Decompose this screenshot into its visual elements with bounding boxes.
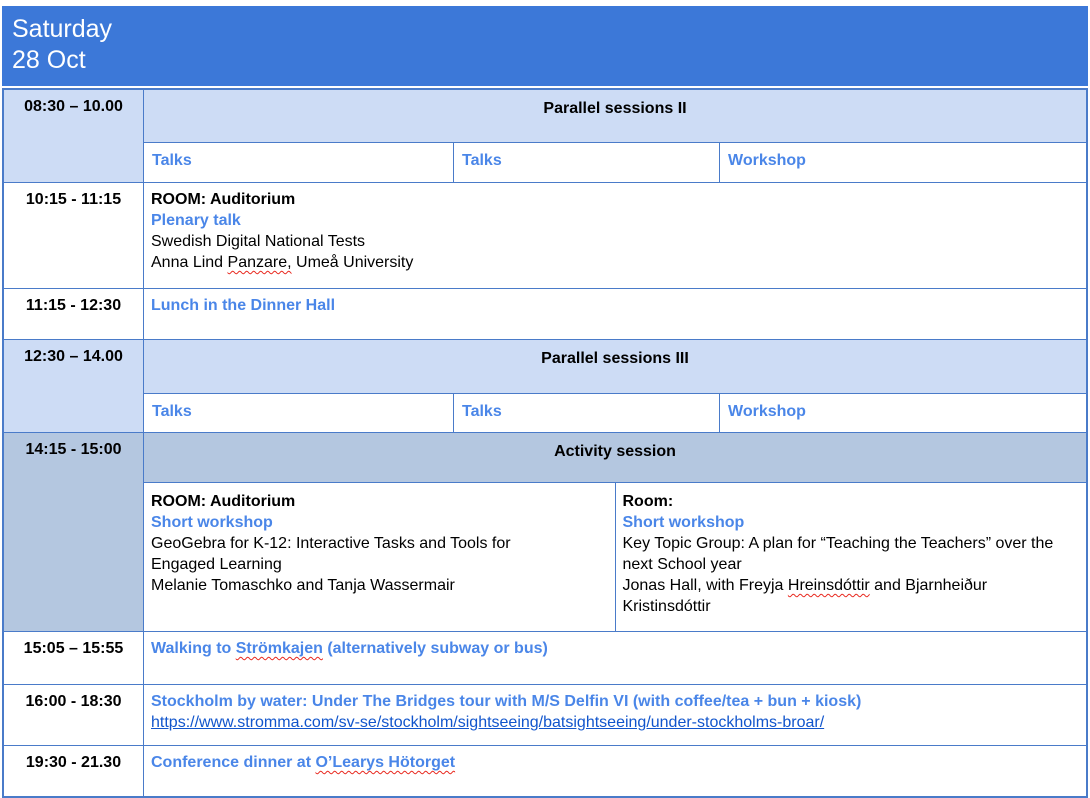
time-cell: 16:00 - 18:30 [4, 685, 144, 745]
column-label-talks-2: Talks [454, 143, 720, 182]
day-banner [2, 6, 1088, 86]
time-cell: 10:15 - 11:15 [4, 183, 144, 288]
activity-right-cell [616, 483, 1087, 631]
talk-speaker: Anna Lind Panzare, Umeå University [151, 254, 414, 271]
row-conference-dinner [4, 745, 1086, 796]
row-parallel-sessions-2 [4, 90, 1086, 182]
plenary-cell [144, 183, 1086, 288]
time-cell: 14:15 - 15:00 [4, 433, 144, 631]
boat-tour-link[interactable]: https://www.stromma.com/sv-se/stockholm/sightseeing/batsightseeing/under-stockholms-broar/ [151, 714, 825, 731]
time-cell: 12:30 – 14.00 [4, 340, 144, 432]
column-label-talks-1: Talks [144, 394, 454, 432]
activity-columns [144, 483, 1086, 631]
dinner-label: Conference dinner at O’Learys Hötorget [151, 754, 456, 771]
session-title: Parallel sessions II [144, 90, 1086, 143]
workshop-title: GeoGebra for K-12: Interactive Tasks and Tools for Engaged Learning [151, 535, 511, 573]
banner-date: 28 Oct [12, 46, 86, 74]
row-boat-tour [4, 684, 1086, 745]
talk-title: Swedish Digital National Tests [151, 233, 366, 250]
misspelled-word: Strömkajen [235, 640, 323, 657]
misspelled-word: Hreinsdóttir [787, 577, 870, 594]
time-cell: 11:15 - 12:30 [4, 289, 144, 339]
column-label-talks-1: Talks [144, 143, 454, 182]
session-type: Short workshop [151, 514, 273, 531]
session-type: Plenary talk [151, 212, 241, 229]
row-lunch [4, 288, 1086, 339]
row-activity-session [4, 432, 1086, 631]
banner-day: Saturday [12, 15, 113, 43]
row-plenary-talk [4, 182, 1086, 288]
schedule-table [2, 88, 1088, 798]
misspelled-word: Panzare, [227, 254, 292, 271]
row-parallel-sessions-3 [4, 339, 1086, 432]
room-label: Room: [622, 493, 674, 510]
session-title: Activity session [144, 433, 1086, 483]
room-label: ROOM: Auditorium [151, 493, 296, 510]
time-cell: 08:30 – 10.00 [4, 90, 144, 182]
room-label: ROOM: Auditorium [151, 191, 296, 208]
row-walking [4, 631, 1086, 684]
column-label-workshop: Workshop [720, 394, 1086, 432]
lunch-label: Lunch in the Dinner Hall [151, 297, 336, 314]
time-cell: 15:05 – 15:55 [4, 632, 144, 684]
session-title: Parallel sessions III [144, 340, 1086, 394]
session-columns [144, 394, 1086, 432]
activity-left-cell [144, 483, 616, 631]
walking-label: Walking to Strömkajen (alternatively subway or bus) [151, 640, 548, 657]
column-label-talks-2: Talks [454, 394, 720, 432]
misspelled-word: O’Learys Hötorget [315, 754, 456, 771]
workshop-presenters: Melanie Tomaschko and Tanja Wassermair [151, 577, 455, 594]
time-cell: 19:30 - 21.30 [4, 746, 144, 796]
session-type: Short workshop [622, 514, 745, 531]
session-columns [144, 143, 1086, 182]
workshop-presenters: Jonas Hall, with Freyja Hreinsdóttir and Bjarnheiður Kristinsdóttir [622, 577, 988, 615]
boat-tour-label: Stockholm by water: Under The Bridges tour with M/S Delfin VI (with coffee/tea + bun + kiosk) [151, 693, 862, 710]
column-label-workshop: Workshop [720, 143, 1086, 182]
workshop-title: Key Topic Group: A plan for “Teaching the Teachers” over the next School year [622, 535, 1054, 573]
